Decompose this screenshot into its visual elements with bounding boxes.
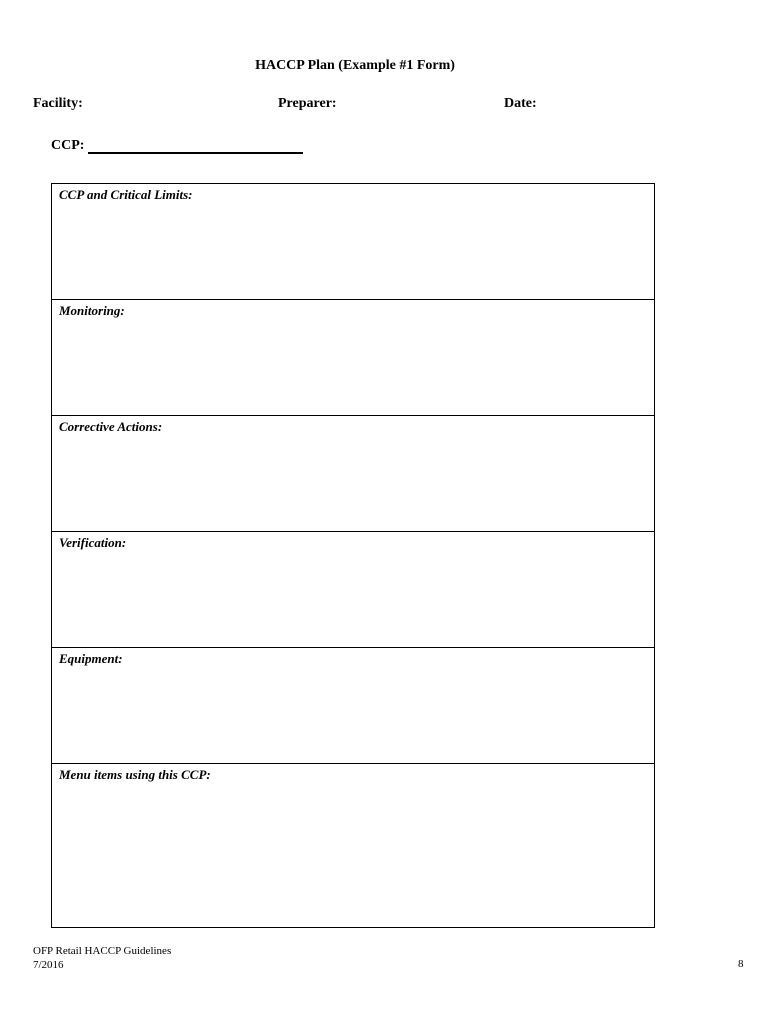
section-corrective-actions[interactable]	[52, 416, 654, 532]
page-title: HACCP Plan (Example #1 Form)	[255, 58, 455, 73]
section-monitoring[interactable]	[52, 300, 654, 416]
ccp-blank-line[interactable]	[88, 138, 303, 154]
section-label: Menu items using this CCP:	[59, 767, 211, 782]
ccp-label: CCP:	[51, 138, 85, 153]
facility-label: Facility:	[33, 96, 83, 111]
section-label: Monitoring:	[59, 303, 125, 318]
section-menu-items[interactable]	[52, 764, 654, 927]
section-ccp-critical-limits[interactable]	[52, 184, 654, 300]
section-label: CCP and Critical Limits:	[59, 187, 193, 202]
section-label: Corrective Actions:	[59, 419, 163, 434]
section-label: Verification:	[59, 535, 127, 550]
footer-document-info	[33, 944, 171, 972]
section-verification[interactable]	[52, 532, 654, 648]
preparer-label: Preparer:	[278, 96, 337, 111]
section-label: Equipment:	[59, 651, 123, 666]
footer-doc-date: 7/2016	[33, 959, 64, 971]
page-number: 8	[738, 958, 744, 970]
footer-doc-name: OFP Retail HACCP Guidelines	[33, 945, 172, 957]
date-label: Date:	[504, 96, 537, 111]
haccp-form-table	[51, 183, 655, 928]
section-equipment[interactable]	[52, 648, 654, 764]
ccp-field	[51, 138, 303, 154]
